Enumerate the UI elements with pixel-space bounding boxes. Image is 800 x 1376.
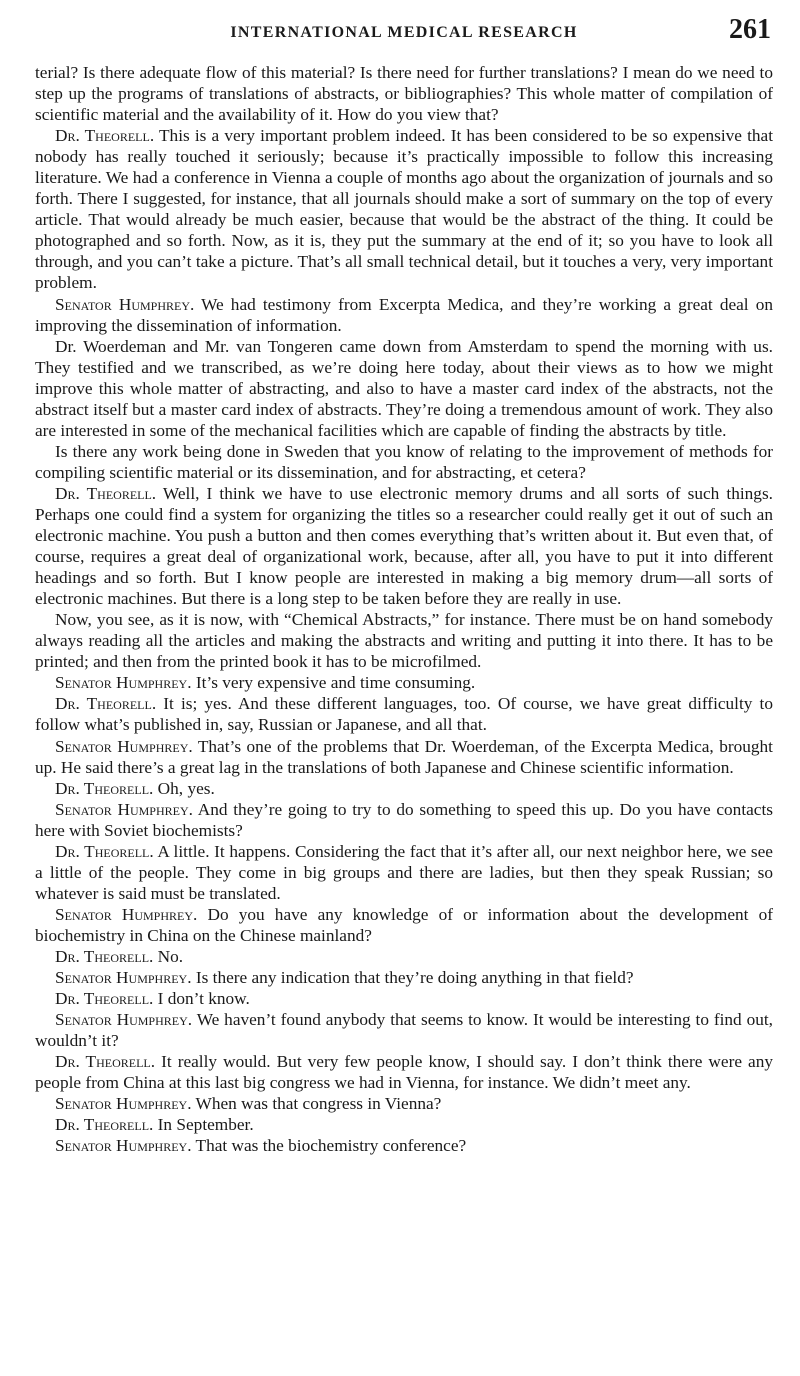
paragraph-text: Dr. Woerdeman and Mr. van Tongeren came down from Amsterdam to spend the morning with us. They testified and we transcribed, as we’re doing here today, about their views as to how we might improve this whole matter of abstracting, and also to have a master card index of the abstracts, not the abstract itself but a master card index of abstracts. They’re doing a tremendous amount of work. They also are interested in some of the mechanical facilities which are capable of finding the abstracts by title.: [35, 336, 773, 440]
paragraph: [35, 1135, 773, 1156]
speaker-name: Senator Humphrey.: [55, 799, 193, 819]
paragraph-text: terial? Is there adequate flow of this material? Is there need for further translations? I mean do we need to step up the programs of translations of abstracts, or bibliographies? This whole matter of compilation of scientific material and the availability of it. How do you view that?: [35, 63, 773, 125]
paragraph: [35, 1009, 773, 1051]
speaker-name: Senator Humphrey.: [55, 673, 192, 693]
paragraph-text: I don’t know.: [153, 989, 250, 1009]
paragraph: [35, 294, 773, 336]
paragraph: [35, 62, 773, 125]
speaker-name: Senator Humphrey.: [55, 736, 193, 756]
paragraph: [35, 778, 773, 799]
paragraph-text: A little. It happens. Considering the fact that it’s after all, our next neighbor here, we see a little of the people. They come in big groups and there are ladies, but then they speak Russian; so whatever is said must be translated.: [35, 841, 773, 903]
speaker-name: Dr. Theorell.: [55, 841, 154, 861]
paragraph-text: That’s one of the problems that Dr. Woerdeman, of the Excerpta Medica, brought up. He said there’s a great lag in the translations of both Japanese and Chinese scientific information.: [35, 736, 773, 777]
running-head: [35, 14, 773, 44]
speaker-name: Dr. Theorell.: [55, 1052, 156, 1072]
paragraph: [35, 736, 773, 778]
speaker-name: Senator Humphrey.: [55, 294, 195, 314]
paragraph-text: That was the biochemistry conference?: [191, 1136, 467, 1156]
paragraph-text: Is there any indication that they’re doing anything in that field?: [191, 968, 634, 988]
paragraph: [35, 125, 773, 293]
paragraph: [35, 967, 773, 988]
speaker-name: Senator Humphrey.: [55, 904, 198, 924]
running-title: INTERNATIONAL MEDICAL RESEARCH: [230, 24, 578, 41]
paragraph-text: In September.: [153, 1115, 254, 1135]
speaker-name: Senator Humphrey.: [55, 1094, 192, 1114]
speaker-name: Dr. Theorell.: [55, 694, 157, 714]
speaker-name: Dr. Theorell.: [55, 989, 154, 1009]
paragraph: [35, 672, 773, 693]
paragraph: [35, 483, 773, 609]
paragraph-text: Now, you see, as it is now, with “Chemical Abstracts,” for instance. There must be on hand somebody always reading all the articles and making the abstracts and writing and putting it into there. It has to be printed; and then from the printed book it has to be microfilmed.: [35, 610, 773, 672]
document-page: [35, 0, 773, 1156]
paragraph-text: Oh, yes.: [153, 778, 215, 798]
paragraph: [35, 904, 773, 946]
paragraph-text: It really would. But very few people know, I should say. I don’t think there were any people from China at this last big congress we had in Vienna, for instance. We didn’t meet any.: [35, 1052, 773, 1093]
paragraph: [35, 988, 773, 1009]
paragraph: [35, 609, 773, 672]
paragraph: [35, 1093, 773, 1114]
paragraph-text: No.: [153, 946, 184, 966]
paragraph: [35, 1114, 773, 1135]
paragraph: [35, 441, 773, 483]
paragraph-text: This is a very important problem indeed. It has been considered to be so expensive that nobody has really touched it seriously; because it’s practically impossible to follow this increasing literature. We had a conference in Vienna a couple of months ago about the organization of journals and so forth. There I suggested, for instance, that all journals should make a sort of summary on the top of every article. That would already be much easier, because that would be the abstract of the thing. It could be photographed and so forth. Now, as it is, they put the summary at the end of it; so you have to look all through, and you can’t take a picture. That’s all small technical detail, but it touches a very, very important problem.: [35, 126, 773, 293]
paragraph: [35, 841, 773, 904]
paragraph-text: And they’re going to try to do something to speed this up. Do you have contacts here with Soviet biochemists?: [35, 799, 773, 840]
speaker-name: Dr. Theorell.: [55, 126, 155, 146]
speaker-name: Senator Humphrey.: [55, 1136, 192, 1156]
paragraph-text: It’s very expensive and time consuming.: [191, 673, 476, 693]
speaker-name: Dr. Theorell.: [55, 946, 154, 966]
paragraph: [35, 799, 773, 841]
paragraph: [35, 693, 773, 735]
paragraph-text: It is; yes. And these different languages, too. Of course, we have great difficulty to follow what’s published in, say, Russian or Japanese, and all that.: [35, 694, 773, 735]
speaker-name: Senator Humphrey.: [55, 968, 192, 988]
speaker-name: Dr. Theorell.: [55, 1115, 154, 1135]
paragraph-text: We had testimony from Excerpta Medica, and they’re working a great deal on improving the dissemination of information.: [35, 294, 773, 335]
transcript-body: [35, 62, 773, 1156]
paragraph: [35, 946, 773, 967]
speaker-name: Dr. Theorell.: [55, 483, 157, 503]
paragraph-text: We haven’t found anybody that seems to know. It would be interesting to find out, wouldn’t it?: [35, 1010, 773, 1051]
paragraph-text: When was that congress in Vienna?: [191, 1094, 442, 1114]
paragraph-text: Do you have any knowledge of or information about the development of biochemistry in China on the Chinese mainland?: [35, 904, 773, 945]
paragraph-text: Is there any work being done in Sweden that you know of relating to the improvement of methods for compiling scientific material or its dissemination, and for abstracting, et cetera?: [35, 441, 773, 482]
speaker-name: Dr. Theorell.: [55, 778, 154, 798]
paragraph: [35, 336, 773, 441]
paragraph-text: Well, I think we have to use electronic memory drums and all sorts of such things. Perhaps one could find a system for organizing the titles so a researcher could really get it out of such an electronic machine. You push a button and then comes everything that’s written about it. But even that, of course, requires a great deal of organizational work, because, after all, you have to put it into different headings and so forth. But I know people are interested in making a big memory drum—all sorts of electronic machines. But there is a long step to be taken before they are really in use.: [35, 483, 773, 609]
speaker-name: Senator Humphrey.: [55, 1010, 193, 1030]
page-number: 261: [729, 14, 771, 45]
paragraph: [35, 1051, 773, 1093]
